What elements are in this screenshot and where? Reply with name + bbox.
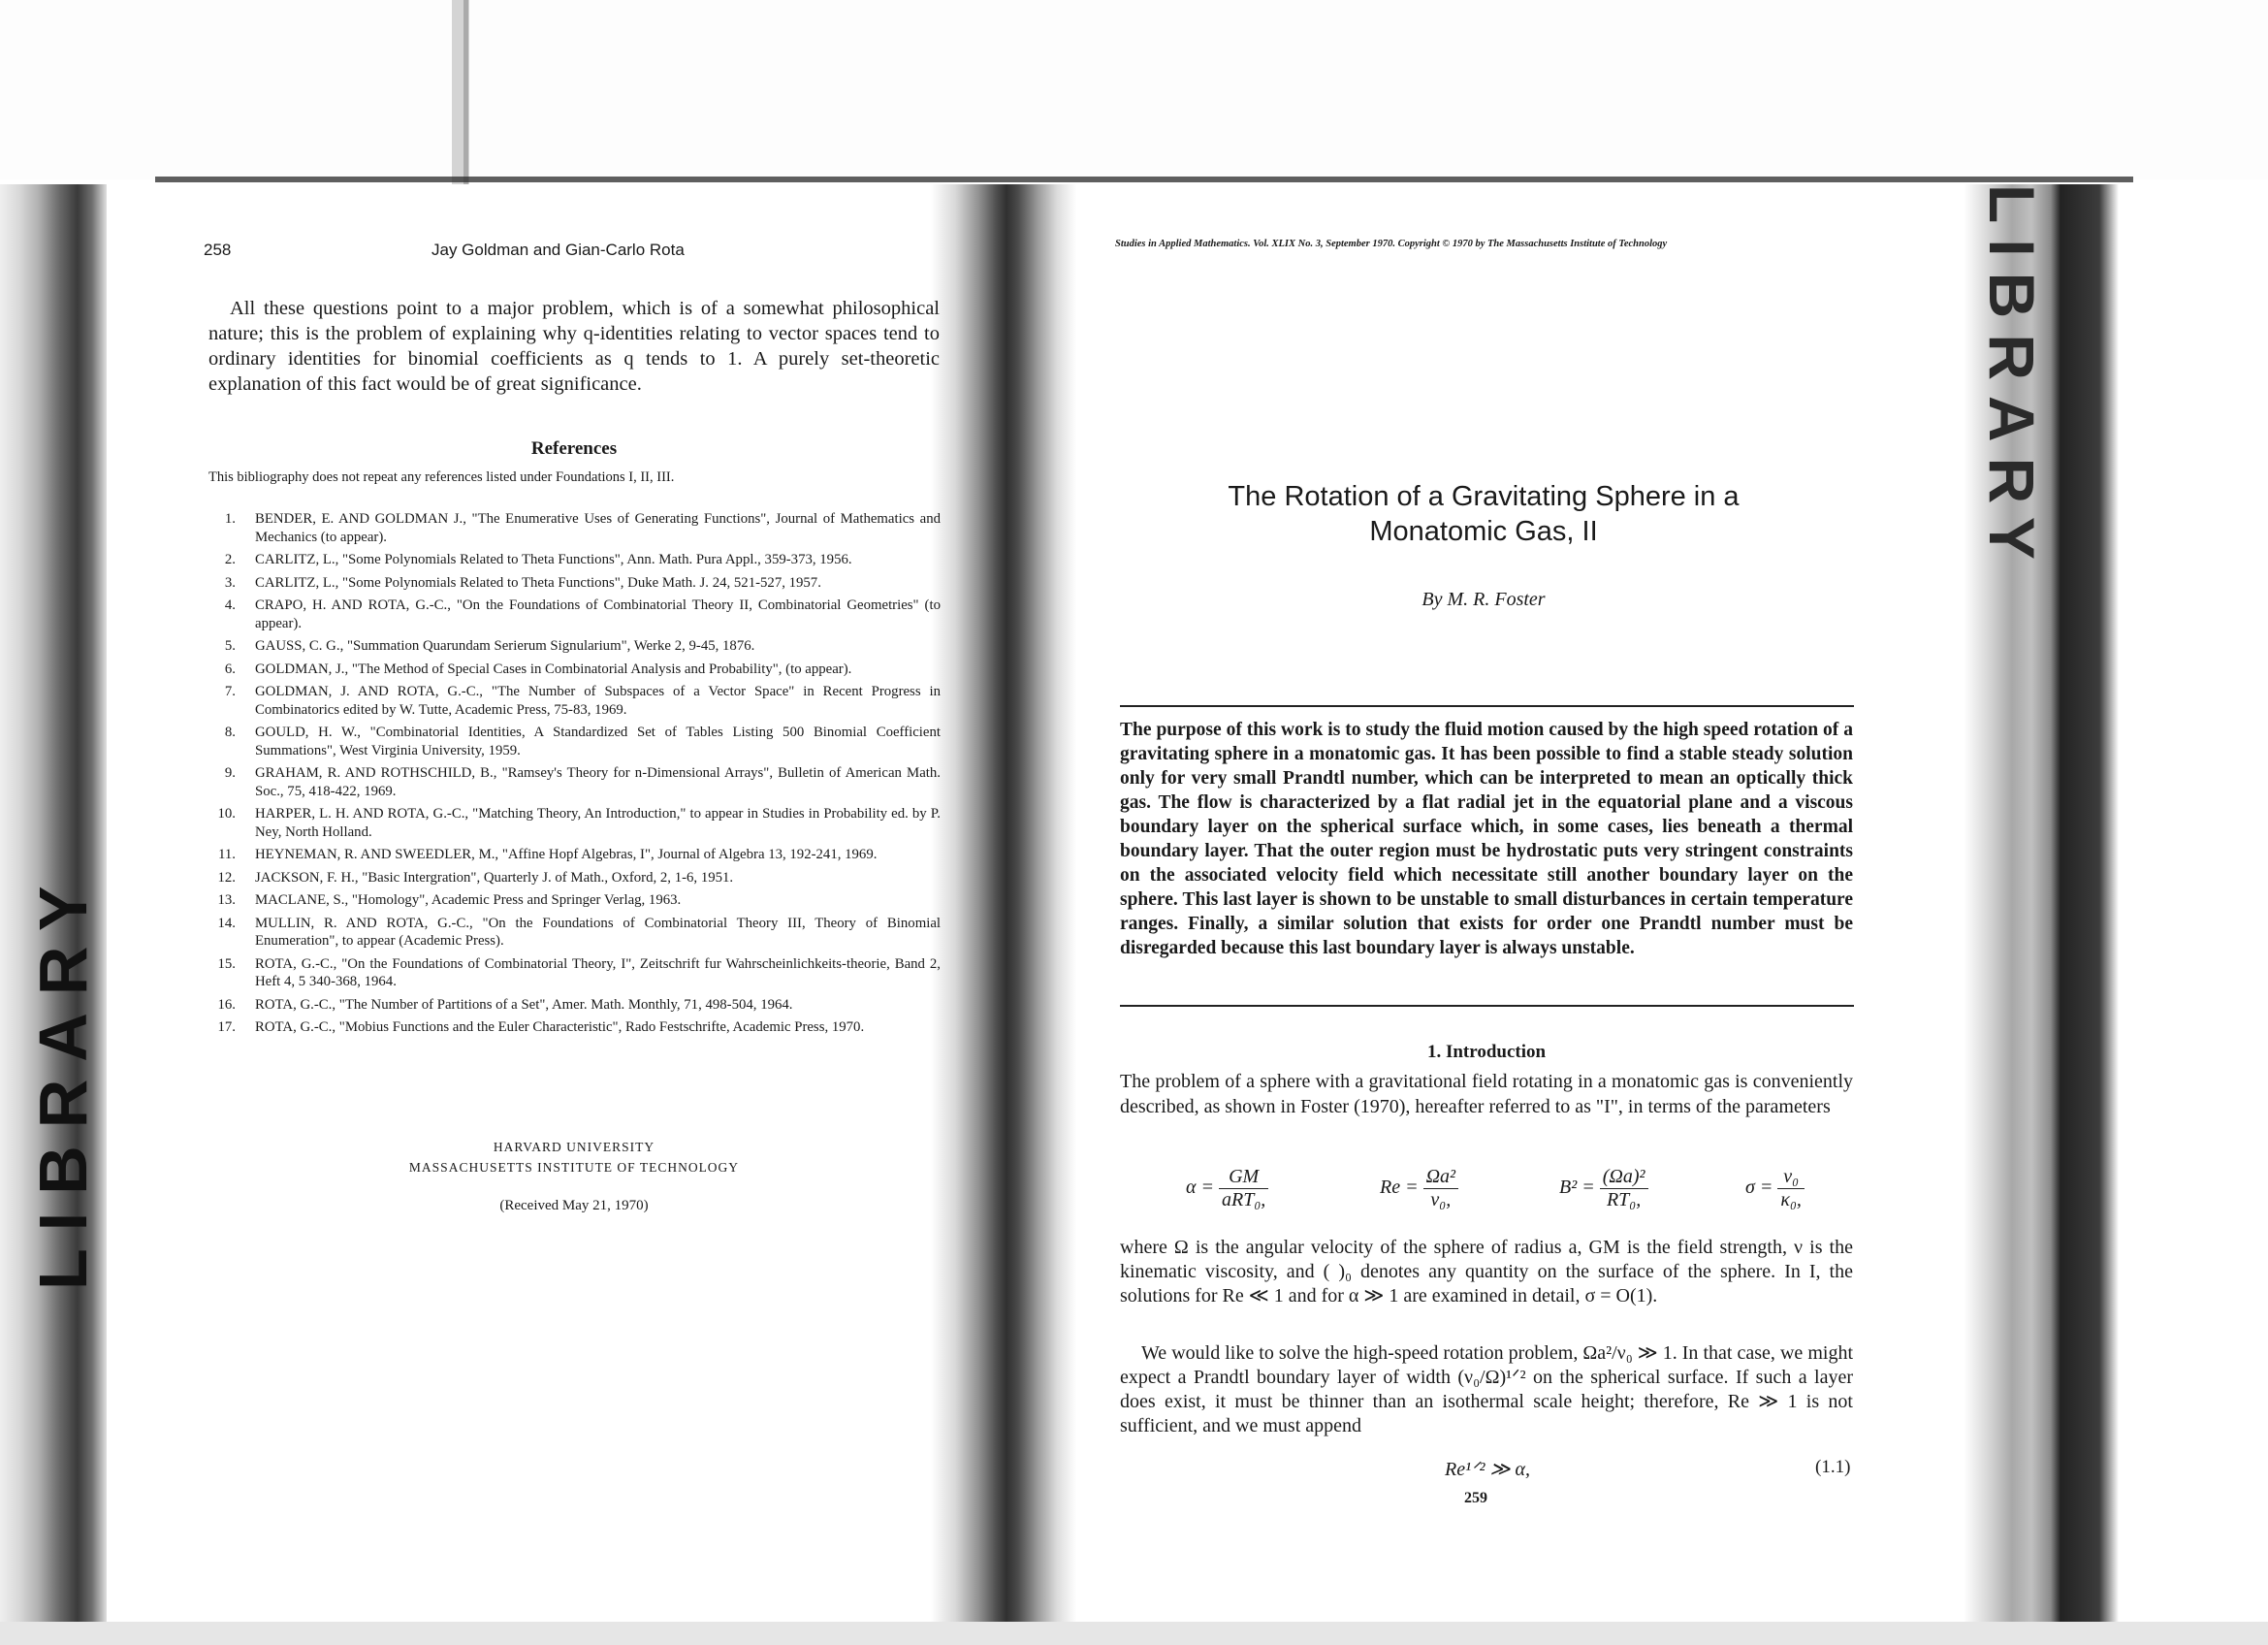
reference-item	[208, 891, 941, 910]
reference-text: ROTA, G.-C., "On the Foundations of Combinatorial Theory, I", Zeitschrift fur Wahrscheinlichkeits-theorie, Band 2, Heft 4, 5 340-368, 1964.	[255, 955, 941, 989]
re-lhs: Re =	[1380, 1177, 1419, 1199]
left-running-head	[204, 241, 941, 270]
alpha-numerator: GM	[1219, 1166, 1268, 1189]
reference-text: HEYNEMAN, R. AND SWEEDLER, M., "Affine Hopf Algebras, I", Journal of Algebra 13, 192-241, 1969.	[255, 847, 878, 862]
reference-item	[208, 996, 941, 1015]
left-page-number: 258	[204, 241, 232, 259]
reference-number: 3.	[224, 574, 236, 591]
reference-text: JACKSON, F. H., "Basic Intergration", Quarterly J. of Math., Oxford, 2, 1-6, 1951.	[255, 869, 734, 886]
reference-item	[208, 637, 941, 656]
reference-number: 16.	[217, 996, 236, 1013]
where-paragraph: where Ω is the angular velocity of the sphere of radius a, GM is the field strength, ν is the kinematic viscosity, and ( )₀ denotes any quantity on the surface of the sphere. In I, the solutions for Re ≪ 1 and for α ≫ 1 are examined in detail, σ = O(1).	[1120, 1237, 1853, 1306]
high-speed-paragraph: We would like to solve the high-speed rotation problem, Ωa²/ν₀ ≫ 1. In that case, we might expect a Prandtl boundary layer of width (ν₀/Ω)¹ᐟ² on the spherical surface. If such a layer does exist, it must be thinner than an isothermal scale height; therefore, Re ≫ 1 is not sufficient, and we must append	[1120, 1342, 1853, 1436]
article-title-line-2: Monatomic Gas, II	[1369, 516, 1598, 547]
reference-item	[208, 915, 941, 951]
reference-item	[208, 683, 941, 719]
closing-paragraph: All these questions point to a major problem, which is of a somewhat philosophical nature; this is the problem of explaining why q-identities relating to vector spaces tend to ordinary identities for binomial coefficients as q tends to 1. A purely set-theoretic explanation of this fact would be of great significance.	[208, 298, 940, 395]
references-heading: References	[530, 438, 618, 459]
scan-background-top	[0, 0, 2268, 179]
affiliation-harvard: HARVARD UNIVERSITY	[493, 1140, 655, 1154]
abstract-bottom-rule	[1120, 1005, 1854, 1007]
alpha-definition	[1186, 1166, 1268, 1211]
reference-number: 7.	[224, 684, 236, 699]
references-note: This bibliography does not repeat any references listed under Foundations I, II, III.	[208, 469, 675, 485]
author-byline: By M. R. Foster	[1421, 589, 1546, 610]
reference-number: 2.	[224, 552, 236, 567]
re-denominator: ν₀,	[1430, 1189, 1452, 1210]
reference-number: 14.	[217, 915, 236, 931]
sigma-numerator: ν₀	[1777, 1166, 1805, 1189]
reference-item	[208, 955, 941, 991]
reference-text: ROTA, G.-C., "Mobius Functions and the Euler Characteristic", Rado Festschrifte, Academic Press, 1970.	[255, 1019, 865, 1035]
reference-number: 5.	[224, 638, 236, 654]
b-numerator: (Ωa)²	[1600, 1166, 1648, 1189]
reference-number: 9.	[224, 765, 236, 781]
intro-paragraph: The problem of a sphere with a gravitational field rotating in a monatomic gas is conveniently described, as shown in Foster (1970), hereafter referred to as "I", in terms of the parameters	[1120, 1071, 1853, 1117]
references-list	[208, 510, 941, 1042]
reference-text: GAUSS, C. G., "Summation Quarundam Serierum Signularium", Werke 2, 9-45, 1876.	[255, 638, 755, 654]
reference-text: MULLIN, R. AND ROTA, G.-C., "On the Foundations of Combinatorial Theory III, Theory of Binomial Enumeration", to appear (Academic Press).	[255, 915, 941, 949]
section-heading: 1. Introduction	[1426, 1042, 1547, 1062]
reference-text: CARLITZ, L., "Some Polynomials Related to Theta Functions", Ann. Math. Pura Appl., 359-373, 1956.	[255, 552, 852, 567]
right-page-number: 259	[1464, 1490, 1487, 1506]
reference-text: GOLDMAN, J. AND ROTA, G.-C., "The Number of Subspaces of a Vector Space" in Recent Progress in Combinatorics edited by W. Tutte, Academic Press, 75-83, 1969.	[255, 684, 941, 718]
scanner-arm-shadow	[463, 0, 468, 184]
sigma-definition	[1745, 1166, 1805, 1211]
book-spine-gutter	[931, 184, 1076, 1645]
journal-citation-line: Studies in Applied Mathematics. Vol. XLIX No. 3, September 1970. Copyright © 1970 by The Massachusetts Institute of Technology	[1115, 239, 1668, 249]
reference-number: 6.	[224, 661, 236, 677]
reference-text: CRAPO, H. AND ROTA, G.-C., "On the Foundations of Combinatorial Theory II, Combinatorial Geometries" (to appear).	[255, 597, 941, 631]
reference-number: 1.	[224, 511, 236, 527]
library-stamp-left: LIBRARY	[25, 868, 101, 1290]
reference-item	[208, 510, 941, 546]
reference-item	[208, 805, 941, 841]
reference-item	[208, 551, 941, 569]
reference-number: 15.	[217, 955, 236, 972]
reference-item	[208, 661, 941, 679]
article-title	[1115, 479, 1852, 549]
received-date: (Received May 21, 1970)	[499, 1198, 649, 1213]
reference-text: BENDER, E. AND GOLDMAN J., "The Enumerative Uses of Generating Functions", Journal of Mathematics and Mechanics (to appear).	[255, 511, 941, 545]
abstract-text: The purpose of this work is to study the fluid motion caused by the high speed rotation of a gravitating sphere in a monatomic gas. It has been possible to find a stable steady solution only for very small Prandtl number, which can be interpreted to mean an optically thick gas. The flow is characterized by a flat radial jet in the equatorial plane and a viscous boundary layer on the spherical surface which, in some cases, lies beneath a thermal boundary layer. That the outer region must be hydrostatic puts very stringent constraints on the associated velocity field which necessitate still another boundary layer on the sphere. This last layer is shown to be unstable to small disturbances in certain temperature ranges. Finally, a similar solution that exists for order one Prandtl number must be disregarded because this last boundary layer is always unstable.	[1120, 720, 1853, 958]
reference-item	[208, 574, 941, 593]
reference-item	[208, 724, 941, 759]
reference-number: 11.	[218, 847, 236, 862]
abstract-top-rule	[1120, 705, 1854, 707]
equation-1-1: Re¹ᐟ² ≫ α,	[1445, 1459, 1530, 1480]
reference-number: 17.	[217, 1019, 236, 1035]
reference-text: CARLITZ, L., "Some Polynomials Related to Theta Functions", Duke Math. J. 24, 521-527, 1957.	[255, 574, 821, 591]
reference-number: 10.	[217, 806, 236, 822]
reference-item	[208, 846, 941, 864]
reference-item	[208, 764, 941, 800]
library-stamp-right: LIBRARY	[1976, 184, 2048, 575]
reference-item	[208, 597, 941, 632]
equation-number: (1.1)	[1815, 1457, 1851, 1477]
reference-number: 13.	[217, 892, 236, 908]
reference-number: 12.	[217, 869, 236, 886]
b-definition	[1559, 1166, 1648, 1211]
scan-bottom-edge	[0, 1622, 2268, 1645]
reference-number: 8.	[224, 725, 236, 740]
sigma-lhs: σ =	[1745, 1177, 1773, 1199]
reynolds-definition	[1380, 1166, 1458, 1211]
reference-text: GOLDMAN, J., "The Method of Special Cases in Combinatorial Analysis and Probability", (to appear).	[255, 661, 852, 677]
reference-text: GOULD, H. W., "Combinatorial Identities, A Standardized Set of Tables Listing 500 Binomial Coefficient Summations", West Virginia University, 1959.	[255, 725, 941, 758]
b-denominator: RT₀,	[1606, 1189, 1642, 1210]
b-lhs: B² =	[1559, 1177, 1595, 1199]
parameter-equations	[1120, 1166, 1853, 1224]
alpha-denominator: aRT₀,	[1222, 1189, 1266, 1210]
reference-text: GRAHAM, R. AND ROTHSCHILD, B., "Ramsey's Theory for n-Dimensional Arrays", Bulletin of American Math. Soc., 75, 418-422, 1969.	[255, 765, 941, 799]
book-top-edge	[155, 177, 2133, 182]
sigma-denominator: κ₀,	[1780, 1189, 1802, 1210]
article-title-line-1: The Rotation of a Gravitating Sphere in a	[1228, 481, 1740, 512]
reference-number: 4.	[224, 597, 236, 613]
running-head-authors: Jay Goldman and Gian-Carlo Rota	[431, 241, 685, 259]
alpha-lhs: α =	[1186, 1177, 1214, 1199]
affiliation-mit: MASSACHUSETTS INSTITUTE OF TECHNOLOGY	[408, 1160, 740, 1175]
re-numerator: Ωa²	[1423, 1166, 1458, 1189]
reference-item	[208, 1018, 941, 1037]
reference-item	[208, 869, 941, 887]
reference-text: ROTA, G.-C., "The Number of Partitions of a Set", Amer. Math. Monthly, 71, 498-504, 1964.	[255, 996, 793, 1013]
reference-text: MACLANE, S., "Homology", Academic Press and Springer Verlag, 1963.	[255, 892, 682, 908]
reference-text: HARPER, L. H. AND ROTA, G.-C., "Matching Theory, An Introduction," to appear in Studies in Probability ed. by P. Ney, North Holland.	[255, 806, 941, 840]
